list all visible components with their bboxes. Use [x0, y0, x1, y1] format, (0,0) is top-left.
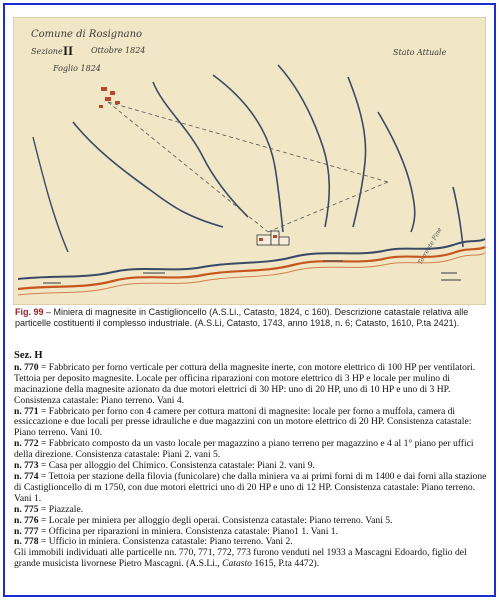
map-sea-note: Torrente Fine [416, 226, 444, 266]
section-text [14, 351, 488, 570]
entry-text: = Casa per alloggio del Chimico. Consistenza catastale: Piani 2. vani 9. [38, 460, 315, 472]
entry-number: n. 774 [14, 470, 39, 482]
entry-text: = Fabbricato per forno verticale per cottura della magnesite inerte, con motore elettrico di 100 HP per ventilatori. Tettoia per deposito magnesite. Locale per officina riparazioni con motore elettrico di 3 HP e locale per mulino di macinazione della magnesite azionato da due motori elettrici di 30 HP: uno di 20 HP, uno di 10 HP e uno di 3 HP. Consistenza catastale: Piano terreno. Vani 4. [14, 361, 476, 406]
map-section-letter: II [63, 43, 74, 58]
entry-text: = Ufficio in miniera. Consistenza catastale: Piano terreno. Vani 2. [38, 536, 293, 548]
map-heading-line3: Foglio 1824 [53, 64, 101, 73]
closing-paragraph [14, 548, 488, 570]
entry-text: = Fabbricato composto da un vasto locale per magazzino a piano terreno per magazzino e 4 al 1° piano per uffici della direzione. Consistenza catastale: Piani 2. vani 5. [14, 438, 474, 461]
cadastral-map [13, 17, 486, 305]
figure-caption [15, 307, 485, 329]
entry-number: n. 778 [14, 536, 39, 548]
entry-number: n. 770 [14, 361, 39, 373]
entry-text: = Piazzale. [38, 503, 84, 515]
map-sea-label: Stato Attuale [393, 48, 447, 57]
map-heading-line1: Comune di Rosignano [31, 29, 143, 40]
entry-number: n. 777 [14, 525, 39, 537]
entry-number: n. 775 [14, 503, 39, 515]
entries-list [14, 363, 488, 548]
entry-item [14, 472, 488, 505]
entry-number: n. 772 [14, 438, 39, 450]
entry-number: n. 773 [14, 460, 39, 472]
entry-text: = Officina per riparazioni in miniera. Consistenza catastale: Piano1 1. Vani 1. [38, 525, 338, 537]
map-heading-date: Ottobre 1824 [91, 46, 146, 55]
closing-text-end: 1615, P.ta 4472). [251, 558, 320, 570]
entry-number: n. 776 [14, 514, 39, 526]
closing-text-start: Gli immobili individuati alle particelle nn. 770, 771, 772, 773 furono venduti nel 1933 a Mascagni Edoardo, figlio del grande musicista livornese Pietro Mascagni. (A.S.Li., [14, 547, 467, 570]
map-heading-line2: Sezione [31, 47, 63, 56]
entry-number: n. 771 [14, 405, 39, 417]
entry-text: = Tettoia per stazione della filovia (funicolare) che dalla miniera va ai primi forni di m 1400 e dai forni alla stazione di Castiglioncello di m 1750, con due motori elettrici uno di 20 HP e uno di 12 HP. Consistenza catastale: Piano terreno. Vani 1. [14, 470, 487, 504]
entry-text: = Fabbricato per forno con 4 camere per cottura mattoni di magnesite: locale per forno a muffola, camera di essiccazione e due locali per presse idrauliche e due magazzini con un motore elettrico di 20 HP. Consistenza catastale: Piano terreno. Vani 10. [14, 405, 472, 439]
entry-item [14, 407, 488, 440]
entry-text: = Locale per miniera per alloggio degli operai. Consistenza catastale: Piano terreno. Vani 5. [38, 514, 393, 526]
entry-item [14, 363, 488, 407]
section-title: Sez. H [14, 350, 43, 361]
page-frame [3, 3, 496, 597]
entry-item [14, 439, 488, 461]
closing-text-italic: Catasto [222, 558, 252, 570]
figure-label: Fig. 99 [15, 307, 44, 317]
figure-caption-text: – Miniera di magnesite in Castiglioncello (A.S.Li., Catasto, 1824, c 160). Descrizione catastale relativa alle particelle costituenti il complesso industriale. (A.S.Li, Catasto, 1743, anno 1918, n. 6; Catasto, 1610, P.ta 2421). [15, 307, 469, 328]
